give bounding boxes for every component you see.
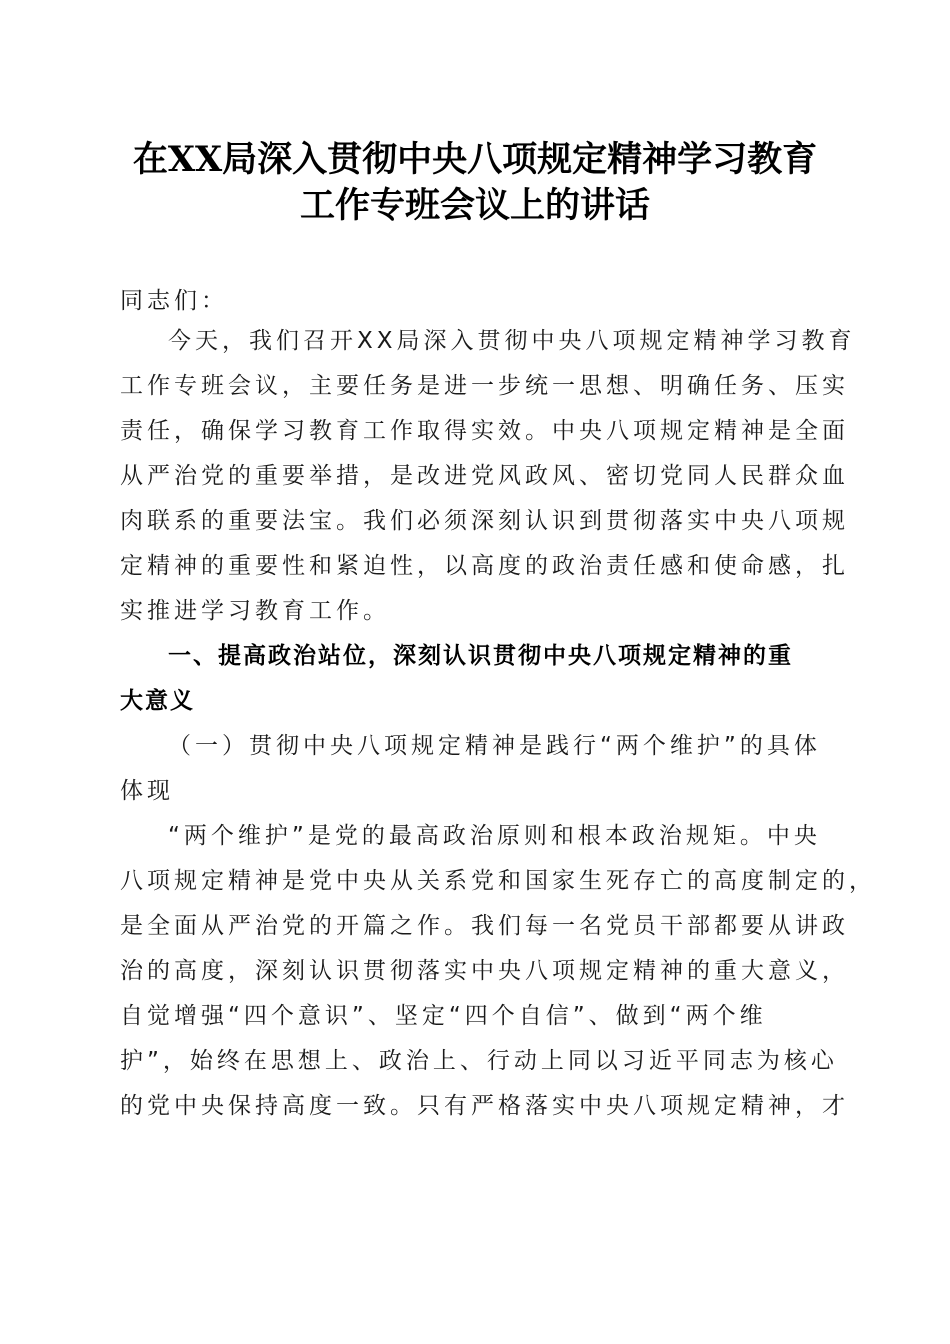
subsection-heading-line: 体现 xyxy=(120,778,174,804)
intro-paragraph-line: 定精神的重要性和紧迫性，以高度的政治责任感和使命感，扎 xyxy=(120,553,849,579)
intro-paragraph-line: 实推进学习教育工作。 xyxy=(120,598,390,624)
salutation: 同志们： xyxy=(120,288,228,314)
subsection-body-line: 自觉增强“四个意识”、坚定“四个自信”、做到“两个维 xyxy=(120,1003,767,1029)
intro-paragraph-line: 从严治党的重要举措，是改进党风政风、密切党同人民群众血 xyxy=(120,463,849,489)
subsection-heading-line: （一）贯彻中央八项规定精神是践行“两个维护”的具体 xyxy=(168,733,821,759)
section-heading-line: 大意义 xyxy=(120,688,195,714)
intro-paragraph-line: 工作专班会议，主要任务是进一步统一思想、明确任务、压实 xyxy=(120,373,849,399)
intro-paragraph-line: 今天，我们召开XX局深入贯彻中央八项规定精神学习教育 xyxy=(168,328,856,354)
intro-paragraph-line: 责任，确保学习教育工作取得实效。中央八项规定精神是全面 xyxy=(120,418,849,444)
document-title-line-1: 在XX局深入贯彻中央八项规定精神学习教育 xyxy=(132,139,818,180)
subsection-body-line: 治的高度，深刻认识贯彻落实中央八项规定精神的重大意义， xyxy=(120,958,849,984)
subsection-body-line: 的党中央保持高度一致。只有严格落实中央八项规定精神，才 xyxy=(120,1093,849,1119)
subsection-body-line: “两个维护”是党的最高政治原则和根本政治规矩。中央 xyxy=(168,823,821,849)
subsection-body-line: 护”，始终在思想上、政治上、行动上同以习近平同志为核心 xyxy=(120,1048,838,1074)
subsection-body-line: 八项规定精神是党中央从关系党和国家生死存亡的高度制定的， xyxy=(120,868,876,894)
subsection-body-line: 是全面从严治党的开篇之作。我们每一名党员干部都要从讲政 xyxy=(120,913,849,939)
section-heading-line: 一、提高政治站位，深刻认识贯彻中央八项规定精神的重 xyxy=(168,643,793,669)
intro-paragraph-line: 肉联系的重要法宝。我们必须深刻认识到贯彻落实中央八项规 xyxy=(120,508,849,534)
document-title-line-2: 工作专班会议上的讲话 xyxy=(299,185,650,226)
